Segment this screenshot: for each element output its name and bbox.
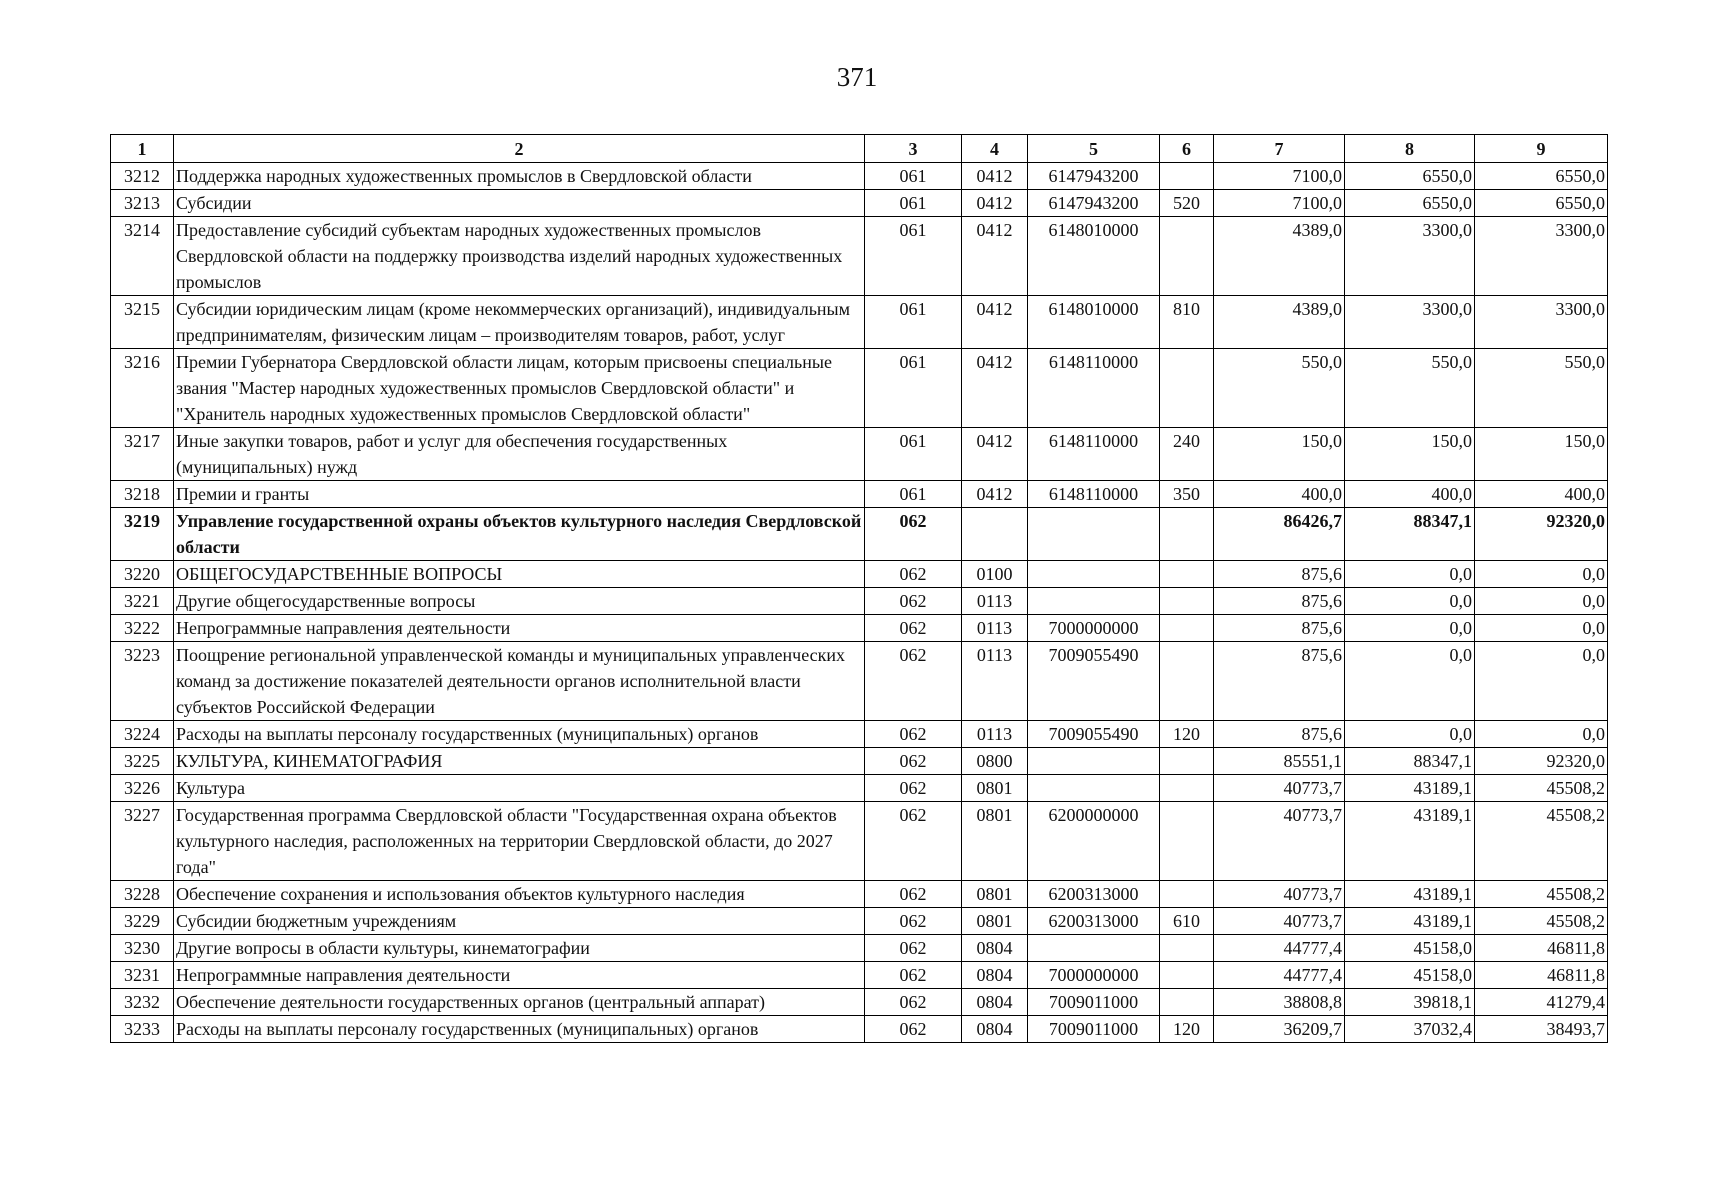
amount-year2-cell: 0,0 [1345, 615, 1475, 642]
table-row [111, 1016, 1608, 1043]
ministry-code-cell: 062 [865, 642, 962, 721]
item-name-cell: Предоставление субсидий субъектам народных художественных промыслов Свердловской области на поддержку производства изделий народных художественных промыслов [174, 217, 865, 296]
amount-year2-cell: 0,0 [1345, 588, 1475, 615]
expense-type-cell [1160, 642, 1214, 721]
expense-type-cell [1160, 935, 1214, 962]
row-number-cell: 3227 [111, 802, 174, 881]
target-article-cell: 7000000000 [1028, 962, 1160, 989]
target-article-cell: 6148110000 [1028, 349, 1160, 428]
amount-year3-cell: 150,0 [1475, 428, 1608, 481]
target-article-cell: 7009011000 [1028, 989, 1160, 1016]
expense-type-cell [1160, 163, 1214, 190]
table-row [111, 615, 1608, 642]
header-cell: 7 [1214, 135, 1345, 163]
row-number-cell: 3222 [111, 615, 174, 642]
table-row [111, 588, 1608, 615]
amount-year3-cell: 3300,0 [1475, 217, 1608, 296]
target-article-cell: 6148110000 [1028, 428, 1160, 481]
section-code-cell: 0113 [962, 721, 1028, 748]
header-cell: 4 [962, 135, 1028, 163]
amount-year1-cell: 875,6 [1214, 615, 1345, 642]
amount-year1-cell: 875,6 [1214, 561, 1345, 588]
header-cell: 2 [174, 135, 865, 163]
amount-year1-cell: 400,0 [1214, 481, 1345, 508]
table-row [111, 908, 1608, 935]
target-article-cell [1028, 775, 1160, 802]
amount-year2-cell: 150,0 [1345, 428, 1475, 481]
target-article-cell: 7009055490 [1028, 642, 1160, 721]
amount-year1-cell: 550,0 [1214, 349, 1345, 428]
section-code-cell: 0804 [962, 962, 1028, 989]
header-cell: 1 [111, 135, 174, 163]
ministry-code-cell: 061 [865, 190, 962, 217]
row-number-cell: 3233 [111, 1016, 174, 1043]
item-name-cell: Непрограммные направления деятельности [174, 615, 865, 642]
row-number-cell: 3228 [111, 881, 174, 908]
section-code-cell: 0801 [962, 908, 1028, 935]
amount-year1-cell: 875,6 [1214, 721, 1345, 748]
section-code-cell: 0412 [962, 296, 1028, 349]
expense-type-cell [1160, 802, 1214, 881]
amount-year2-cell: 400,0 [1345, 481, 1475, 508]
table-row [111, 721, 1608, 748]
amount-year1-cell: 150,0 [1214, 428, 1345, 481]
row-number-cell: 3220 [111, 561, 174, 588]
table-row [111, 217, 1608, 296]
row-number-cell: 3231 [111, 962, 174, 989]
table-row [111, 561, 1608, 588]
amount-year3-cell: 0,0 [1475, 588, 1608, 615]
amount-year3-cell: 0,0 [1475, 721, 1608, 748]
ministry-code-cell: 062 [865, 935, 962, 962]
item-name-cell: Обеспечение сохранения и использования объектов культурного наследия [174, 881, 865, 908]
ministry-code-cell: 062 [865, 908, 962, 935]
ministry-code-cell: 062 [865, 989, 962, 1016]
amount-year1-cell: 7100,0 [1214, 163, 1345, 190]
amount-year1-cell: 40773,7 [1214, 908, 1345, 935]
row-number-cell: 3212 [111, 163, 174, 190]
amount-year3-cell: 0,0 [1475, 561, 1608, 588]
target-article-cell: 7009055490 [1028, 721, 1160, 748]
expense-type-cell [1160, 615, 1214, 642]
target-article-cell: 6200000000 [1028, 802, 1160, 881]
section-code-cell: 0100 [962, 561, 1028, 588]
table-row [111, 881, 1608, 908]
ministry-code-cell: 062 [865, 962, 962, 989]
header-cell: 9 [1475, 135, 1608, 163]
ministry-code-cell: 062 [865, 748, 962, 775]
header-cell: 6 [1160, 135, 1214, 163]
expense-type-cell: 810 [1160, 296, 1214, 349]
ministry-code-cell: 061 [865, 296, 962, 349]
amount-year1-cell: 86426,7 [1214, 508, 1345, 561]
target-article-cell [1028, 561, 1160, 588]
amount-year1-cell: 44777,4 [1214, 935, 1345, 962]
amount-year1-cell: 38808,8 [1214, 989, 1345, 1016]
table-row [111, 642, 1608, 721]
item-name-cell: Управление государственной охраны объектов культурного наследия Свердловской области [174, 508, 865, 561]
amount-year3-cell: 92320,0 [1475, 508, 1608, 561]
expense-type-cell: 520 [1160, 190, 1214, 217]
header-cell: 3 [865, 135, 962, 163]
expense-type-cell: 240 [1160, 428, 1214, 481]
ministry-code-cell: 062 [865, 802, 962, 881]
ministry-code-cell: 061 [865, 349, 962, 428]
amount-year2-cell: 0,0 [1345, 721, 1475, 748]
ministry-code-cell: 062 [865, 508, 962, 561]
section-code-cell: 0113 [962, 642, 1028, 721]
section-code-cell: 0412 [962, 190, 1028, 217]
expense-type-cell: 350 [1160, 481, 1214, 508]
table-row [111, 748, 1608, 775]
amount-year3-cell: 46811,8 [1475, 962, 1608, 989]
amount-year1-cell: 875,6 [1214, 642, 1345, 721]
expense-type-cell [1160, 561, 1214, 588]
item-name-cell: Расходы на выплаты персоналу государственных (муниципальных) органов [174, 721, 865, 748]
item-name-cell: Непрограммные направления деятельности [174, 962, 865, 989]
item-name-cell: КУЛЬТУРА, КИНЕМАТОГРАФИЯ [174, 748, 865, 775]
row-number-cell: 3223 [111, 642, 174, 721]
section-code-cell: 0412 [962, 163, 1028, 190]
amount-year2-cell: 43189,1 [1345, 775, 1475, 802]
expense-type-cell: 610 [1160, 908, 1214, 935]
row-number-cell: 3229 [111, 908, 174, 935]
ministry-code-cell: 061 [865, 481, 962, 508]
section-code-cell: 0412 [962, 428, 1028, 481]
item-name-cell: Субсидии [174, 190, 865, 217]
ministry-code-cell: 061 [865, 163, 962, 190]
amount-year3-cell: 6550,0 [1475, 163, 1608, 190]
amount-year1-cell: 85551,1 [1214, 748, 1345, 775]
amount-year2-cell: 43189,1 [1345, 802, 1475, 881]
amount-year1-cell: 4389,0 [1214, 296, 1345, 349]
amount-year3-cell: 38493,7 [1475, 1016, 1608, 1043]
ministry-code-cell: 062 [865, 615, 962, 642]
ministry-code-cell: 061 [865, 428, 962, 481]
expense-type-cell [1160, 588, 1214, 615]
amount-year2-cell: 3300,0 [1345, 217, 1475, 296]
amount-year3-cell: 0,0 [1475, 615, 1608, 642]
expense-type-cell: 120 [1160, 1016, 1214, 1043]
row-number-cell: 3226 [111, 775, 174, 802]
amount-year1-cell: 4389,0 [1214, 217, 1345, 296]
item-name-cell: Расходы на выплаты персоналу государственных (муниципальных) органов [174, 1016, 865, 1043]
section-code-cell: 0801 [962, 775, 1028, 802]
row-number-cell: 3225 [111, 748, 174, 775]
expense-type-cell [1160, 989, 1214, 1016]
amount-year2-cell: 43189,1 [1345, 881, 1475, 908]
table-row [111, 508, 1608, 561]
header-cell: 5 [1028, 135, 1160, 163]
page-number: 371 [836, 62, 878, 92]
target-article-cell: 7000000000 [1028, 615, 1160, 642]
item-name-cell: ОБЩЕГОСУДАРСТВЕННЫЕ ВОПРОСЫ [174, 561, 865, 588]
target-article-cell: 6148010000 [1028, 296, 1160, 349]
section-code-cell: 0801 [962, 802, 1028, 881]
expense-type-cell [1160, 748, 1214, 775]
amount-year2-cell: 88347,1 [1345, 508, 1475, 561]
item-name-cell: Субсидии бюджетным учреждениям [174, 908, 865, 935]
amount-year2-cell: 37032,4 [1345, 1016, 1475, 1043]
item-name-cell: Иные закупки товаров, работ и услуг для обеспечения государственных (муниципальных) нужд [174, 428, 865, 481]
target-article-cell [1028, 935, 1160, 962]
target-article-cell: 6200313000 [1028, 908, 1160, 935]
amount-year3-cell: 6550,0 [1475, 190, 1608, 217]
amount-year2-cell: 45158,0 [1345, 935, 1475, 962]
table-row [111, 802, 1608, 881]
row-number-cell: 3217 [111, 428, 174, 481]
amount-year3-cell: 45508,2 [1475, 802, 1608, 881]
table-row [111, 935, 1608, 962]
item-name-cell: Культура [174, 775, 865, 802]
item-name-cell: Поддержка народных художественных промыслов в Свердловской области [174, 163, 865, 190]
target-article-cell: 6147943200 [1028, 190, 1160, 217]
expense-type-cell [1160, 962, 1214, 989]
expense-type-cell [1160, 217, 1214, 296]
amount-year3-cell: 400,0 [1475, 481, 1608, 508]
item-name-cell: Поощрение региональной управленческой команды и муниципальных управленческих команд за достижение показателей деятельности органов исполнительной власти субъектов Российской Федерации [174, 642, 865, 721]
row-number-cell: 3224 [111, 721, 174, 748]
item-name-cell: Другие общегосударственные вопросы [174, 588, 865, 615]
target-article-cell [1028, 748, 1160, 775]
item-name-cell: Премии и гранты [174, 481, 865, 508]
amount-year2-cell: 550,0 [1345, 349, 1475, 428]
amount-year2-cell: 6550,0 [1345, 190, 1475, 217]
ministry-code-cell: 062 [865, 1016, 962, 1043]
section-code-cell: 0412 [962, 481, 1028, 508]
expense-type-cell [1160, 775, 1214, 802]
row-number-cell: 3213 [111, 190, 174, 217]
target-article-cell [1028, 508, 1160, 561]
amount-year1-cell: 40773,7 [1214, 802, 1345, 881]
amount-year2-cell: 88347,1 [1345, 748, 1475, 775]
amount-year1-cell: 40773,7 [1214, 775, 1345, 802]
expense-type-cell [1160, 881, 1214, 908]
ministry-code-cell: 062 [865, 881, 962, 908]
amount-year3-cell: 0,0 [1475, 642, 1608, 721]
section-code-cell: 0412 [962, 217, 1028, 296]
target-article-cell: 7009011000 [1028, 1016, 1160, 1043]
amount-year3-cell: 45508,2 [1475, 908, 1608, 935]
section-code-cell: 0113 [962, 588, 1028, 615]
amount-year2-cell: 43189,1 [1345, 908, 1475, 935]
expense-type-cell [1160, 349, 1214, 428]
section-code-cell: 0804 [962, 1016, 1028, 1043]
target-article-cell [1028, 588, 1160, 615]
table-row [111, 190, 1608, 217]
ministry-code-cell: 062 [865, 775, 962, 802]
table-row [111, 349, 1608, 428]
target-article-cell: 6200313000 [1028, 881, 1160, 908]
expense-type-cell: 120 [1160, 721, 1214, 748]
table-row [111, 163, 1608, 190]
row-number-cell: 3221 [111, 588, 174, 615]
budget-table [110, 134, 1608, 1043]
amount-year3-cell: 45508,2 [1475, 881, 1608, 908]
amount-year3-cell: 45508,2 [1475, 775, 1608, 802]
ministry-code-cell: 062 [865, 561, 962, 588]
ministry-code-cell: 061 [865, 217, 962, 296]
row-number-cell: 3214 [111, 217, 174, 296]
amount-year3-cell: 550,0 [1475, 349, 1608, 428]
header-row [111, 135, 1608, 163]
item-name-cell: Обеспечение деятельности государственных органов (центральный аппарат) [174, 989, 865, 1016]
section-code-cell [962, 508, 1028, 561]
table-body [111, 163, 1608, 1043]
amount-year3-cell: 3300,0 [1475, 296, 1608, 349]
target-article-cell: 6147943200 [1028, 163, 1160, 190]
target-article-cell: 6148010000 [1028, 217, 1160, 296]
amount-year3-cell: 41279,4 [1475, 989, 1608, 1016]
amount-year2-cell: 0,0 [1345, 642, 1475, 721]
table-row [111, 481, 1608, 508]
row-number-cell: 3232 [111, 989, 174, 1016]
amount-year2-cell: 0,0 [1345, 561, 1475, 588]
row-number-cell: 3230 [111, 935, 174, 962]
section-code-cell: 0804 [962, 989, 1028, 1016]
amount-year3-cell: 92320,0 [1475, 748, 1608, 775]
ministry-code-cell: 062 [865, 588, 962, 615]
table-row [111, 428, 1608, 481]
ministry-code-cell: 062 [865, 721, 962, 748]
header-cell: 8 [1345, 135, 1475, 163]
item-name-cell: Субсидии юридическим лицам (кроме некоммерческих организаций), индивидуальным предпринимателям, физическим лицам – производителям товаров, работ, услуг [174, 296, 865, 349]
section-code-cell: 0804 [962, 935, 1028, 962]
section-code-cell: 0113 [962, 615, 1028, 642]
amount-year1-cell: 40773,7 [1214, 881, 1345, 908]
row-number-cell: 3218 [111, 481, 174, 508]
amount-year2-cell: 3300,0 [1345, 296, 1475, 349]
section-code-cell: 0801 [962, 881, 1028, 908]
table-row [111, 296, 1608, 349]
item-name-cell: Государственная программа Свердловской области "Государственная охрана объектов культурного наследия, расположенных на территории Свердловской области, до 2027 года" [174, 802, 865, 881]
item-name-cell: Другие вопросы в области культуры, кинематографии [174, 935, 865, 962]
amount-year3-cell: 46811,8 [1475, 935, 1608, 962]
section-code-cell: 0412 [962, 349, 1028, 428]
row-number-cell: 3215 [111, 296, 174, 349]
amount-year1-cell: 36209,7 [1214, 1016, 1345, 1043]
amount-year2-cell: 39818,1 [1345, 989, 1475, 1016]
table-row [111, 775, 1608, 802]
item-name-cell: Премии Губернатора Свердловской области лицам, которым присвоены специальные звания "Мастер народных художественных промыслов Свердловской области" и "Хранитель народных художественных промыслов Свердловской области" [174, 349, 865, 428]
table-row [111, 962, 1608, 989]
section-code-cell: 0800 [962, 748, 1028, 775]
row-number-cell: 3219 [111, 508, 174, 561]
amount-year2-cell: 45158,0 [1345, 962, 1475, 989]
amount-year1-cell: 7100,0 [1214, 190, 1345, 217]
expense-type-cell [1160, 508, 1214, 561]
row-number-cell: 3216 [111, 349, 174, 428]
target-article-cell: 6148110000 [1028, 481, 1160, 508]
amount-year1-cell: 44777,4 [1214, 962, 1345, 989]
table-row [111, 989, 1608, 1016]
amount-year2-cell: 6550,0 [1345, 163, 1475, 190]
amount-year1-cell: 875,6 [1214, 588, 1345, 615]
